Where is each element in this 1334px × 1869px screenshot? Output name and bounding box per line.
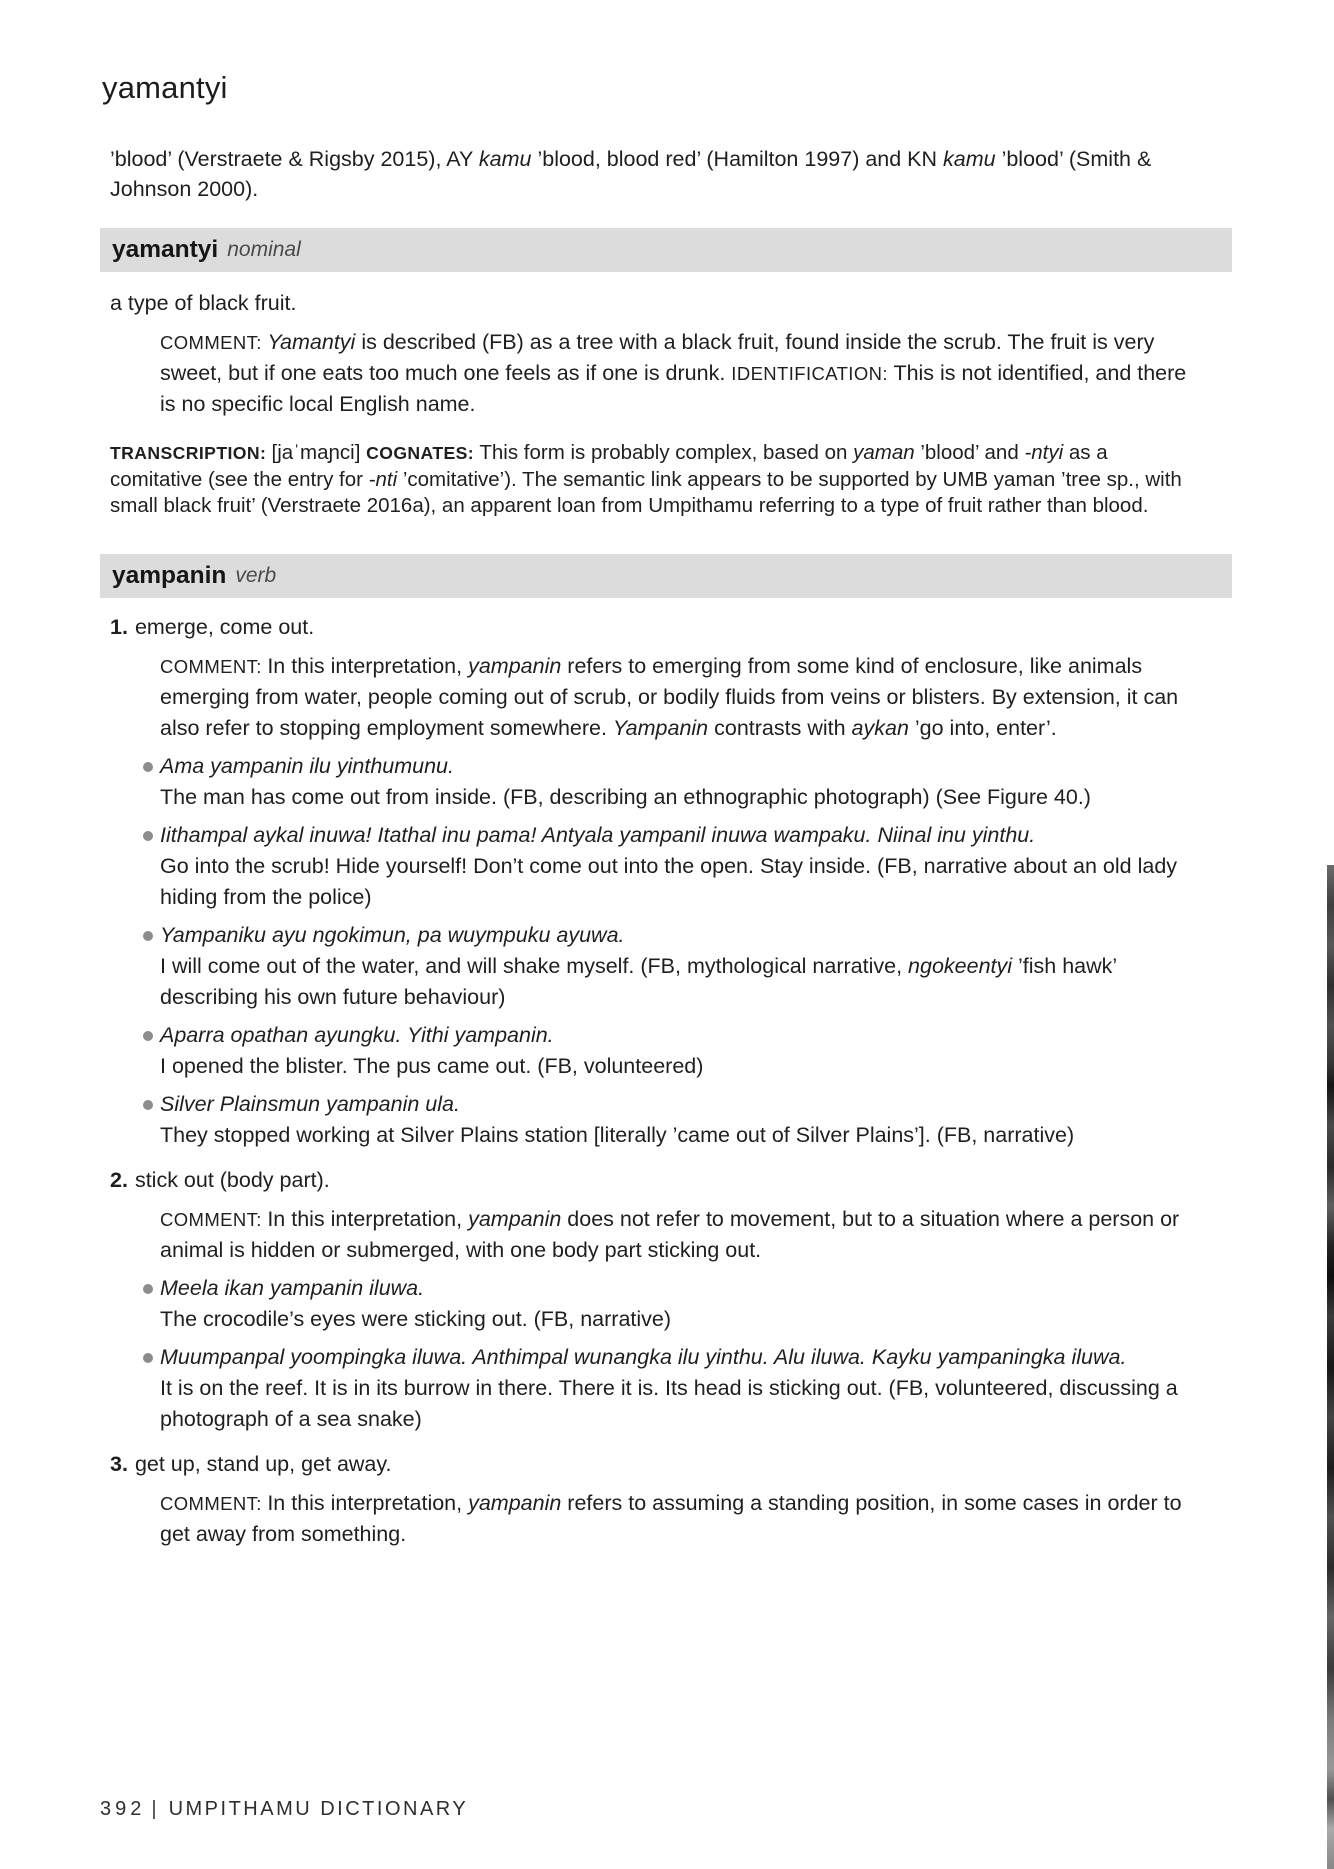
book-title: UMPITHAMU DICTIONARY: [168, 1798, 469, 1820]
example-vernacular: Muumpanpal yoompingka iluwa. Anthimpal wunangka ilu yinthu. Alu iluwa. Kayku yampaningka iluwa.: [160, 1344, 1127, 1369]
entry-yampanin: [100, 554, 1232, 1550]
sense-definition-line: [110, 1165, 1232, 1196]
entry-header-bar: [100, 228, 1232, 272]
comment-paragraph: COMMENT: Yamantyi is described (FB) as a tree with a black fruit, found inside the scrub. The fruit is very sweet, but if one eats too much one feels as if one is drunk. IDENTIFICATION: This is not identified, and there is no specific local English name.: [160, 330, 1187, 416]
footer-separator: |: [151, 1798, 157, 1820]
example-vernacular: Meela ikan yampanin iluwa.: [160, 1275, 425, 1300]
comment-paragraph: COMMENT: In this interpretation, yampanin does not refer to movement, but to a situation where a person or animal is hidden or submerged, with one body part sticking out.: [160, 1206, 1180, 1262]
scan-edge-artifact: [1327, 865, 1334, 1869]
part-of-speech-label: verb: [235, 563, 277, 587]
example-item: [100, 1342, 1187, 1435]
sense-number: 3.: [110, 1451, 128, 1476]
example-vernacular: Aparra opathan ayungku. Yithi yampanin.: [160, 1022, 554, 1047]
example-translation: Go into the scrub! Hide yourself! Don’t come out into the open. Stay inside. (FB, narrative about an old lady hiding from the police): [160, 853, 1178, 909]
example-translation: They stopped working at Silver Plains station [literally ’came out of Silver Plains’]. (FB, narrative): [160, 1122, 1075, 1147]
sense-definition-line: [110, 1449, 1232, 1480]
example-translation: I opened the blister. The pus came out. (FB, volunteered): [160, 1053, 704, 1078]
example-translation: It is on the reef. It is in its burrow in there. There it is. Its head is sticking out. (FB, volunteered, discussing a photograph of a sea snake): [160, 1375, 1178, 1431]
page-number: 392: [100, 1798, 146, 1820]
sense-definition-line: [110, 612, 1232, 643]
example-item: [100, 1273, 1187, 1335]
example-translation: I will come out of the water, and will shake myself. (FB, mythological narrative, ngokeentyi ’fish hawk’ describing his own future behaviour): [160, 953, 1117, 1009]
notes-paragraph: TRANSCRIPTION: [jaˈmaɲci] COGNATES: This form is probably complex, based on yaman ’blood’ and -ntyi as a comitative (see the entry for -nti ’comitative’). The semantic link appears to be supported by UMB yaman ’tree sp., with small black fruit’ (Verstraete 2016a), an apparent loan from Umpithamu referring to a type of fruit rather than blood.: [110, 441, 1182, 517]
sense-definition: stick out (body part).: [134, 1167, 330, 1192]
headword: yampanin: [112, 561, 227, 589]
entry-yamantyi: [100, 228, 1232, 520]
example-vernacular: Ama yampanin ilu yinthumunu.: [160, 753, 454, 778]
example-vernacular: Iithampal aykal inuwa! Itathal inu pama! Antyala yampanil inuwa wampaku. Niinal inu yinthu.: [160, 822, 1036, 847]
running-head: yamantyi: [102, 70, 228, 105]
example-translation: The man has come out from inside. (FB, describing an ethnographic photograph) (See Figure 40.): [160, 784, 1091, 809]
example-item: [100, 1020, 1187, 1082]
definition-text: a type of black fruit.: [110, 291, 297, 315]
example-item: [100, 920, 1187, 1013]
example-item: [100, 751, 1187, 813]
entry-header-bar: [100, 554, 1232, 598]
page-footer: [100, 1798, 468, 1821]
example-translation: The crocodile’s eyes were sticking out. (FB, narrative): [160, 1306, 672, 1331]
headword: yamantyi: [112, 236, 219, 263]
sense-number: 1.: [110, 614, 128, 639]
example-item: [100, 820, 1187, 913]
intro-paragraph: ’blood’ (Verstraete & Rigsby 2015), AY kamu ’blood, blood red’ (Hamilton 1997) and KN kamu ’blood’ (Smith & Johnson 2000).: [110, 147, 1152, 201]
example-item: [100, 1089, 1187, 1151]
part-of-speech-label: nominal: [227, 238, 301, 261]
comment-paragraph: COMMENT: In this interpretation, yampanin refers to assuming a standing position, in some cases in order to get away from something.: [160, 1490, 1182, 1546]
sense-number: 2.: [110, 1167, 128, 1192]
comment-paragraph: COMMENT: In this interpretation, yampanin refers to emerging from some kind of enclosure, like animals emerging from water, people coming out of scrub, or bodily fluids from veins or blisters. By extension, it can also refer to stopping employment somewhere. Yampanin contrasts with aykan ’go into, enter’.: [160, 653, 1179, 740]
example-vernacular: Yampaniku ayu ngokimun, pa wuympuku ayuwa.: [160, 922, 625, 947]
sense-definition: emerge, come out.: [134, 614, 315, 639]
sense-2: [100, 1165, 1232, 1435]
sense-definition: get up, stand up, get away.: [134, 1451, 392, 1476]
sense-3: [100, 1449, 1232, 1550]
sense-1: [100, 612, 1232, 1151]
example-vernacular: Silver Plainsmun yampanin ula.: [160, 1091, 460, 1116]
